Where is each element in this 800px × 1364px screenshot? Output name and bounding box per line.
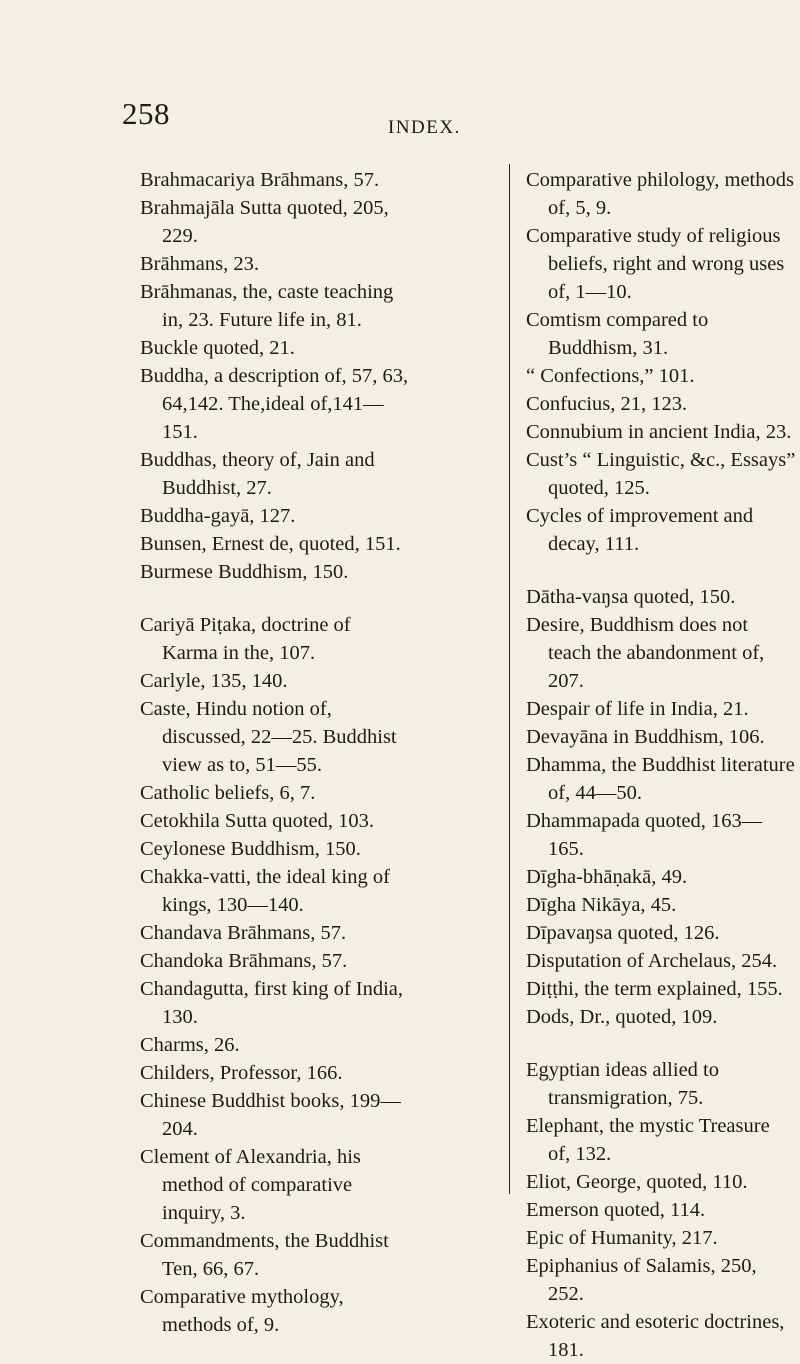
index-entry: Burmese Buddhism, 150.: [140, 561, 349, 583]
index-entry: Childers, Professor, 166.: [140, 1062, 343, 1084]
index-entry: Chandava Brāhmans, 57.: [140, 922, 347, 944]
index-entry: Comparative mythology, methods of, 9.: [140, 1286, 344, 1336]
index-entry: Comparative study of religious beliefs, right and wrong uses of, 1—10.: [526, 225, 785, 303]
index-entry: Cycles of improvement and decay, 111.: [526, 505, 754, 555]
index-entry: Devayāna in Buddhism, 106.: [526, 726, 765, 748]
index-entry: Dhammapada quoted, 163—165.: [526, 810, 763, 860]
index-entry: Epic of Humanity, 217.: [526, 1227, 718, 1249]
index-entry: Chandoka Brāhmans, 57.: [140, 950, 348, 972]
index-entry: Cariyā Piṭaka, doctrine of Karma in the, 107.: [140, 614, 351, 664]
index-entry: Comparative philology, methods of, 5, 9.: [526, 169, 794, 219]
index-entry: Buddha-gayā, 127.: [140, 505, 296, 527]
index-group-b: [140, 166, 410, 586]
index-entry: Epiphanius of Salamis, 250, 252.: [526, 1255, 757, 1305]
index-entry: Buddha, a description of, 57, 63, 64,142. The,ideal of,141—151.: [140, 365, 409, 443]
index-entry: Carlyle, 135, 140.: [140, 670, 288, 692]
index-entry: Catholic beliefs, 6, 7.: [140, 782, 316, 804]
index-entry: Dātha-vaŋsa quoted, 150.: [526, 586, 736, 608]
index-entry: Dīpavaŋsa quoted, 126.: [526, 922, 720, 944]
index-right-column: [526, 166, 796, 1364]
index-entry: Exoteric and esoteric doctrines, 181.: [526, 1311, 785, 1361]
index-entry: Disputation of Archelaus, 254.: [526, 950, 778, 972]
index-entry: Emerson quoted, 114.: [526, 1199, 706, 1221]
index-entry: Despair of life in India, 21.: [526, 698, 749, 720]
index-entry: Elephant, the mystic Treasure of, 132.: [526, 1115, 770, 1165]
index-group-e: [526, 1056, 796, 1364]
running-head: INDEX.: [388, 117, 461, 138]
index-entry: Brāhmans, 23.: [140, 253, 259, 275]
index-entry: Commandments, the Buddhist Ten, 66, 67.: [140, 1230, 389, 1280]
index-entry: Egyptian ideas allied to transmigration, 75.: [526, 1059, 719, 1109]
index-entry: Dhamma, the Buddhist literature of, 44—50.: [526, 754, 795, 804]
index-entry: Brāhmanas, the, caste teaching in, 23. Future life in, 81.: [140, 281, 394, 331]
index-entry: Chakka-vatti, the ideal king of kings, 130—140.: [140, 866, 390, 916]
index-entry: Chinese Buddhist books, 199—204.: [140, 1090, 401, 1140]
index-entry: Bunsen, Ernest de, quoted, 151.: [140, 533, 401, 555]
column-divider: [509, 164, 510, 1194]
index-entry: Cetokhila Sutta quoted, 103.: [140, 810, 375, 832]
index-entry: Buckle quoted, 21.: [140, 337, 295, 359]
index-group-d: [526, 583, 796, 1031]
index-entry: Dods, Dr., quoted, 109.: [526, 1006, 718, 1028]
index-group-c: [140, 611, 410, 1339]
index-entry: Cust’s “ Linguistic, &c., Essays” quoted, 125.: [526, 449, 796, 499]
index-entry: Connubium in ancient India, 23.: [526, 421, 792, 443]
index-entry: Clement of Alexandria, his method of comparative inquiry, 3.: [140, 1146, 361, 1224]
index-entry: Comtism compared to Buddhism, 31.: [526, 309, 709, 359]
index-group-c-continued: [526, 166, 796, 558]
index-entry: Confucius, 21, 123.: [526, 393, 688, 415]
index-entry: “ Confections,” 101.: [526, 365, 695, 387]
index-entry: Desire, Buddhism does not teach the abandonment of, 207.: [526, 614, 765, 692]
index-entry: Eliot, George, quoted, 110.: [526, 1171, 748, 1193]
index-entry: Buddhas, theory of, Jain and Buddhist, 27.: [140, 449, 375, 499]
index-entry: Brahmacariya Brāhmans, 57.: [140, 169, 380, 191]
index-entry: Caste, Hindu notion of, discussed, 22—25. Buddhist view as to, 51—55.: [140, 698, 397, 776]
index-entry: Ceylonese Buddhism, 150.: [140, 838, 361, 860]
index-entry: Charms, 26.: [140, 1034, 240, 1056]
index-entry: Dīgha-bhāṇakā, 49.: [526, 866, 688, 888]
index-left-column: [140, 166, 410, 1339]
index-entry: Chandagutta, first king of India, 130.: [140, 978, 404, 1028]
index-entry: Dīgha Nikāya, 45.: [526, 894, 677, 916]
index-entry: Brahmajāla Sutta quoted, 205, 229.: [140, 197, 389, 247]
index-entry: Diṭṭhi, the term explained, 155.: [526, 978, 783, 1000]
page-number: 258: [122, 96, 170, 131]
